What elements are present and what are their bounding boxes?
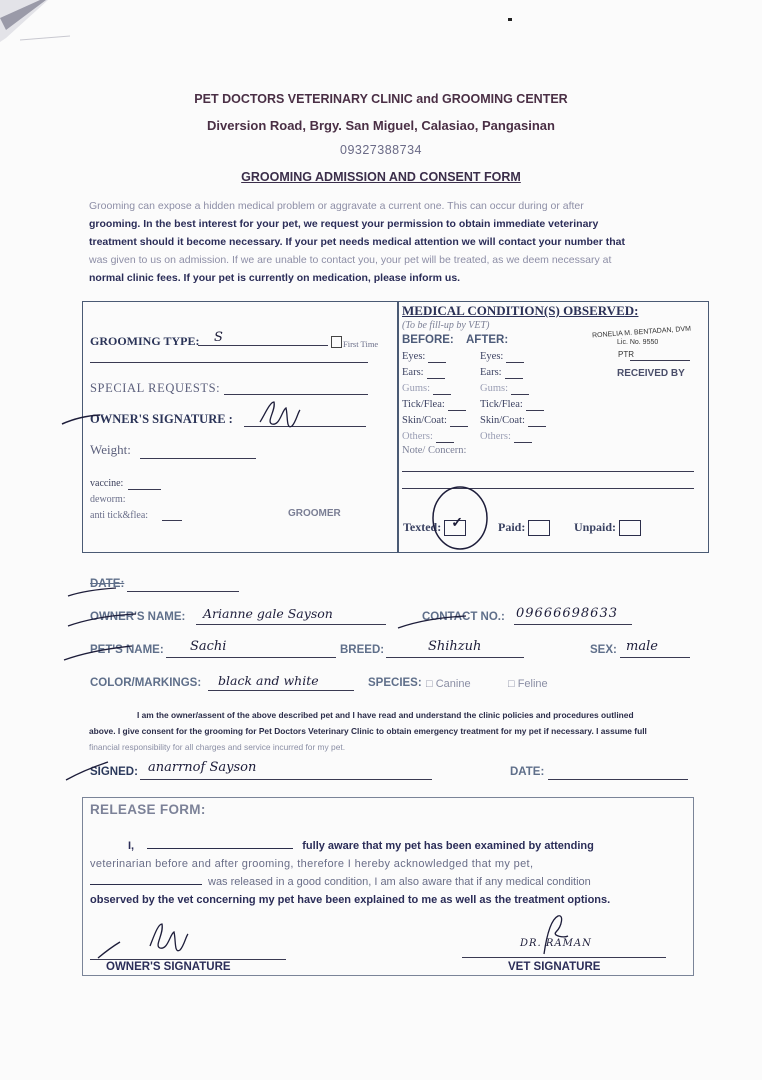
color-field[interactable] xyxy=(208,689,354,691)
strike-mark xyxy=(62,640,142,662)
date-label: DATE: xyxy=(90,578,125,590)
medical-row-after xyxy=(480,431,532,443)
consent-date-label: DATE: xyxy=(510,766,545,778)
medical-row-field[interactable] xyxy=(526,399,544,411)
medical-title: MEDICAL CONDITION(S) OBSERVED: xyxy=(402,303,639,318)
breed-field[interactable] xyxy=(386,656,524,658)
signed-value: anarrnof Sayson xyxy=(148,760,257,775)
intro-line: was given to us on admission. If we are unable to contact you, your pet will be treated, as we deem necessary at xyxy=(89,254,612,266)
consent-line: I am the owner/assent of the above described pet and I have read and understand the clinic policies and procedures outlined xyxy=(137,710,634,720)
medical-row-label: Gums: xyxy=(402,383,431,394)
paid-text: Paid: xyxy=(498,520,526,534)
strike-mark xyxy=(396,610,476,630)
intro-paragraph xyxy=(89,197,696,287)
release-box-bottom xyxy=(82,974,694,976)
intro-line: Grooming can expose a hidden medical problem or aggravate a current one. This can occur during or after xyxy=(89,200,584,212)
strike-mark xyxy=(64,758,134,782)
strike-mark xyxy=(66,580,126,600)
release-line4: observed by the vet concerning my pet have been explained to me as well as the treatment options. xyxy=(90,894,611,906)
signed-label: SIGNED: xyxy=(90,766,138,778)
owner-name-label: OWNER'S NAME: xyxy=(90,611,186,623)
contact-field[interactable] xyxy=(514,623,632,625)
weight-field[interactable] xyxy=(140,457,256,459)
medical-row-after xyxy=(480,383,529,395)
canine-label: Canine xyxy=(435,678,471,690)
medical-row-field[interactable] xyxy=(506,351,524,363)
pet-name-value: Sachi xyxy=(190,639,227,654)
medical-row-before xyxy=(402,415,468,427)
consent-line: above. I give consent for the grooming for Pet Doctors Veterinary Clinic to obtain emergency treatment for my pet if necessary. I assume full xyxy=(89,726,647,736)
species-label: SPECIES: xyxy=(368,677,422,689)
signed-field[interactable] xyxy=(140,778,432,780)
release-pet-field[interactable] xyxy=(90,884,202,885)
vaccine-field[interactable] xyxy=(128,488,161,490)
medical-row-label: Eyes: xyxy=(402,351,426,362)
feline-option[interactable]: □ Feline xyxy=(508,678,548,690)
stamp-ptr: PTR xyxy=(618,350,634,359)
owner-name-field[interactable] xyxy=(196,623,386,625)
intro-line: grooming. In the best interest for your pet, we request your permission to obtain immediate veterinary xyxy=(89,218,599,230)
clinic-phone: 09327388734 xyxy=(340,143,422,157)
contact-value: 09666698633 xyxy=(516,606,618,621)
form-title: GROOMING ADMISSION AND CONSENT FORM xyxy=(241,170,521,184)
medical-row-after xyxy=(480,415,546,427)
special-requests-label: SPECIAL REQUESTS: xyxy=(90,381,221,395)
medical-row-field[interactable] xyxy=(528,415,546,427)
texted-text: Texted: xyxy=(403,520,442,534)
medical-row-before xyxy=(402,383,451,395)
sex-label: SEX: xyxy=(590,644,617,656)
consent-line: financial responsibility for all charges and service incurred for my pet. xyxy=(89,742,346,752)
contact-label: CONTACT NO.: xyxy=(422,611,505,623)
medical-row-label: Ears: xyxy=(402,367,424,378)
release-title: RELEASE FORM: xyxy=(90,802,206,817)
clinic-name: PET DOCTORS VETERINARY CLINIC and GROOMING CENTER xyxy=(194,92,568,106)
texted-circle xyxy=(428,482,492,552)
vet-sig-label: VET SIGNATURE xyxy=(508,961,601,973)
medical-row-before xyxy=(402,367,445,379)
paid-checkbox[interactable] xyxy=(528,520,550,536)
medical-row-after xyxy=(480,351,524,363)
first-time-label: First Time xyxy=(343,339,379,349)
medical-row-label: Tick/Flea: xyxy=(480,399,523,410)
medical-row-label: Skin/Coat: xyxy=(402,415,447,426)
unpaid-text: Unpaid: xyxy=(574,520,617,534)
unpaid-checkbox[interactable] xyxy=(619,520,641,536)
speck xyxy=(508,18,512,21)
release-line2: veterinarian before and after grooming, therefore I hereby acknowledged that my pet, xyxy=(90,858,534,870)
owner-name-value: Arianne gale Sayson xyxy=(203,606,333,621)
sex-value: male xyxy=(626,639,658,654)
medical-row-field[interactable] xyxy=(505,367,523,379)
note-label: Note/ Concern: xyxy=(402,445,467,456)
after-label: AFTER: xyxy=(466,334,509,346)
date-field[interactable] xyxy=(127,590,239,592)
texted-check-mark: ✓ xyxy=(451,516,463,532)
release-name-field[interactable] xyxy=(147,848,293,849)
grooming-type-label: GROOMING TYPE: xyxy=(90,334,200,348)
consent-date-field[interactable] xyxy=(548,778,688,780)
stamp-line xyxy=(630,359,690,361)
medical-row-label: Others: xyxy=(480,431,511,442)
vet-signature-value: DR. RAMAN xyxy=(520,938,592,949)
owner-release-signature xyxy=(92,918,222,963)
owner-signature-label: OWNER'S SIGNATURE : xyxy=(90,412,233,426)
breed-value: Shihzuh xyxy=(428,639,482,654)
before-label: BEFORE: xyxy=(402,334,454,346)
medical-row-before xyxy=(402,351,446,363)
pet-name-label: PET'S NAME: xyxy=(90,644,164,656)
release-i: I, xyxy=(128,840,135,852)
grooming-type-value: S xyxy=(214,330,223,345)
release-line3 xyxy=(90,873,688,891)
consent-paragraph xyxy=(89,707,695,755)
medical-subtitle: (To be fill-up by VET) xyxy=(402,320,490,331)
weight-label: Weight: xyxy=(90,442,131,457)
sex-field[interactable] xyxy=(620,656,690,658)
corner-fold xyxy=(0,0,80,60)
stamp-name: RONELIA M. BENTADAN, DVM xyxy=(591,325,692,340)
medical-row-field[interactable] xyxy=(448,399,466,411)
intro-line: treatment should it become necessary. If your pet needs medical attention we will contact your number that xyxy=(89,236,626,248)
stamp-license: Lic. No. 9550 xyxy=(617,339,659,346)
strike-mark xyxy=(66,608,146,628)
pet-name-field[interactable] xyxy=(166,656,336,658)
owner-signature-mark xyxy=(60,396,310,441)
intro-line: normal clinic fees. If your pet is currently on medication, please inform us. xyxy=(89,272,461,284)
medical-row-label: Skin/Coat: xyxy=(480,415,525,426)
owner-release-sig-line xyxy=(90,958,286,960)
medical-row-label: Eyes: xyxy=(480,351,504,362)
medical-row-after xyxy=(480,367,523,379)
medical-row-field[interactable] xyxy=(433,383,451,395)
first-time-checkbox[interactable] xyxy=(331,336,342,348)
grooming-line xyxy=(90,361,368,363)
medical-row-field[interactable] xyxy=(514,431,532,443)
medical-row-label: Gums: xyxy=(480,383,509,394)
note-line[interactable] xyxy=(402,470,694,472)
medical-row-label: Ears: xyxy=(480,367,502,378)
release-line1-text: fully aware that my pet has been examined by attending xyxy=(302,840,594,852)
received-by-label: RECEIVED BY xyxy=(617,368,685,379)
vaccine-label: vaccine: xyxy=(90,478,124,489)
vet-sig-line xyxy=(462,956,666,958)
medical-row-field[interactable] xyxy=(427,367,445,379)
feline-label: Feline xyxy=(517,678,548,690)
special-requests-field[interactable] xyxy=(224,393,368,395)
medical-row-label: Others: xyxy=(402,431,433,442)
release-line1 xyxy=(90,837,688,855)
paid-label xyxy=(498,520,550,536)
medical-row-after xyxy=(480,399,544,411)
medical-row-field[interactable] xyxy=(450,415,468,427)
unpaid-label xyxy=(574,520,641,536)
medical-row-label: Tick/Flea: xyxy=(402,399,445,410)
medical-row-before xyxy=(402,431,454,443)
color-label: COLOR/MARKINGS: xyxy=(90,677,202,689)
medical-row-field[interactable] xyxy=(428,351,446,363)
color-value: black and white xyxy=(218,673,319,688)
deworm-label: deworm: xyxy=(90,494,126,505)
medical-row-before xyxy=(402,399,466,411)
tick-flea-field[interactable] xyxy=(162,519,182,521)
tick-flea-label: anti tick&flea: xyxy=(90,510,149,521)
clinic-address: Diversion Road, Brgy. San Miguel, Calasiao, Pangasinan xyxy=(207,118,555,133)
breed-label: BREED: xyxy=(340,644,385,656)
canine-option[interactable]: □ Canine xyxy=(426,678,471,690)
medical-row-field[interactable] xyxy=(511,383,529,395)
release-line3-text: was released in a good condition, I am also aware that if any medical condition xyxy=(208,876,591,888)
owner-release-sig-label: OWNER'S SIGNATURE xyxy=(106,961,231,973)
medical-row-field[interactable] xyxy=(436,431,454,443)
vet-signature-mark xyxy=(534,910,614,960)
groomer-label: GROOMER xyxy=(288,508,341,519)
